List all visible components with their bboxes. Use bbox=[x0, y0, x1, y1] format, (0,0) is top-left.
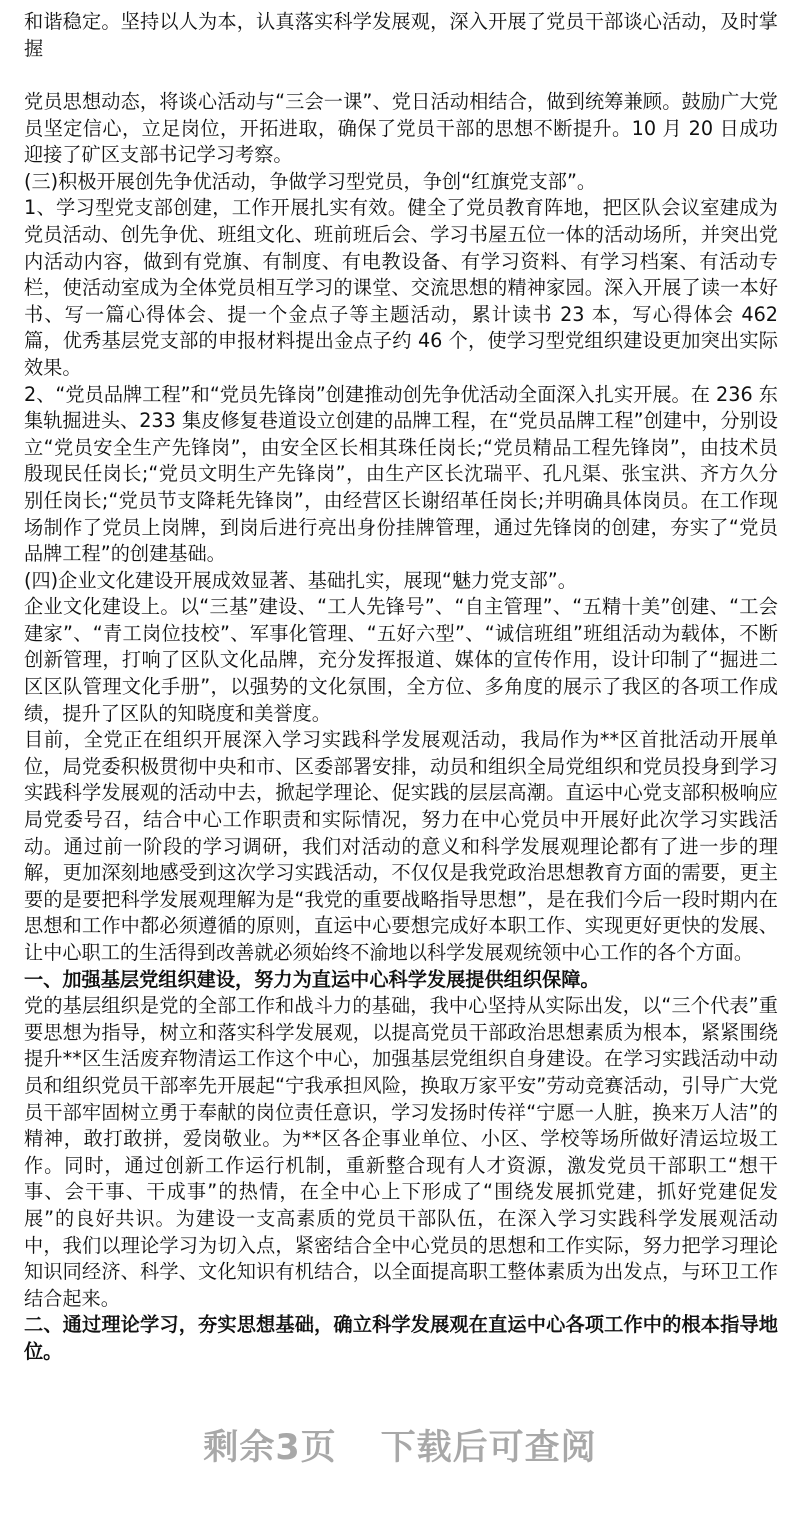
bold-heading: 一、加强基层党组织建设，努力为直运中心科学发展提供组织保障。 bbox=[24, 967, 600, 991]
bold-heading: 二、通过理论学习，夯实思想基础，确立科学发展观在直运中心各项工作中的根本指导地位。 bbox=[24, 1313, 778, 1363]
paragraph: 和谐稳定。坚持以人为本，认真落实科学发展观，深入开展了党员干部谈心活动，及时掌握 bbox=[24, 10, 778, 60]
paragraph: 2、“党员品牌工程”和“党员先锋岗”创建推动创先争优活动全面深入扎实开展。在 236 东集轨掘进头、233 集皮修复巷道设立创建的品牌工程，在“党员品牌工程”创建中，分别设立“党员安全生产先锋岗”，由安全区长相其珠任岗长;“党员精品工程先锋岗”，由技术员殷现民任岗长;“党员文明生产先锋岗”，由生产区长沈瑞平、孔凡渠、张宝洪、齐方久分别任岗长;“党员节支降耗先锋岗”，由经营区长谢绍革任岗长;并明确具体岗员。在工作现场制作了党员上岗牌，到岗后进行亮出身份挂牌管理，通过先锋岗的创建，夯实了“党员品牌工程”的创建基础。 bbox=[24, 382, 778, 566]
document-body bbox=[24, 89, 778, 1366]
first-page-tail bbox=[24, 9, 778, 62]
download-hint-label: 下载后可查阅 bbox=[380, 1428, 597, 1468]
paragraph: 目前，全党正在组织开展深入学习实践科学发展观活动，我局作为**区首批活动开展单位，局党委积极贯彻中央和市、区委部署安排，动员和组织全局党组织和党员投身到学习实践科学发展观的活动中去，掀起学理论、促实践的层层高潮。直运中心党支部积极响应局党委号召，结合中心工作职责和实际情况，努力在中心党员中开展好此次学习实践活动。通过前一阶段的学习调研，我们对活动的意义和科学发展观理论都有了进一步的理解，更加深刻地感受到这次学习实践活动，不仅仅是我党政治思想教育方面的需要，更主要的是要把科学发展观理解为是“我党的重要战略指导思想”，是在我们今后一段时期内在思想和工作中都必须遵循的原则，直运中心要想完成好本职工作、实现更好更快的发展、让中心职工的生活得到改善就必须始终不渝地以科学发展观统领中心工作的各个方面。 bbox=[24, 728, 778, 964]
paragraph: 1、学习型党支部创建，工作开展扎实有效。健全了党员教育阵地，把区队会议室建成为党员活动、创先争优、班组文化、班前班后会、学习书屋五位一体的活动场所，并突出党内活动内容，做到有党旗、有制度、有电教设备、有学习资料、有学习档案、有活动专栏，使活动室成为全体党员相互学习的课堂、交流思想的精神家园。深入开展了读一本好书、写一篇心得体会、提一个金点子等主题活动，累计读书 23 本，写心得体会 462 篇，优秀基层党支部的申报材料提出金点子约 46 个，使学习型党组织建设更加突出实际效果。 bbox=[24, 196, 778, 379]
remaining-pages-label: 剩余3页 bbox=[203, 1428, 337, 1468]
paragraph: 党的基层组织是党的全部工作和战斗力的基础，我中心坚持从实际出发，以“三个代表”重要思想为指导，树立和落实科学发展观，以提高党员干部政治思想素质为根本，紧紧围绕提升**区生活废弃物清运工作这个中心，加强基层党组织自身建设。在学习实践活动中动员和组织党员干部率先开展起“宁我承担风险，换取万家平安”劳动竞赛活动，引导广大党员干部牢固树立勇于奉献的岗位责任意识，学习发扬时传祥“宁愿一人脏，换来万人洁”的精神，敢打敢拼，爱岗敬业。为**区各企事业单位、小区、学校等场所做好清运垃圾工作。同时，通过创新工作运行机制，重新整合现有人才资源，激发党员干部职工“想干事、会干事、干成事”的热情，在全中心上下形成了“围绕发展抓党建，抓好党建促发展”的良好共识。为建设一支高素质的党员干部队伍，在深入学习实践科学发展观活动中，我们以理论学习为切入点，紧密结合全中心党员的思想和工作实际，努力把学习理论知识同经济、科学、文化知识有机结合，以全面提高职工整体素质为出发点，与环卫工作结合起来。 bbox=[24, 994, 778, 1310]
paragraph: 党员思想动态，将谈心活动与“三会一课”、党日活动相结合，做到统筹兼顾。鼓励广大党员坚定信心，立足岗位，开拓进取，确保了党员干部的思想不断提升。10 月 20 日成功迎接了矿区支部书记学习考察。 bbox=[24, 90, 778, 167]
section-heading: (四)企业文化建设开展成效显著、基础扎实，展现“魅力党支部”。 bbox=[24, 568, 577, 592]
paragraph: 企业文化建设上。以“三基”建设、“工人先锋号”、“自主管理”、“五精十美”创建、“工会建家”、“青工岗位技校”、军事化管理、“五好六型”、“诚信班组”班组活动为载体，不断创新管理，打响了区队文化品牌，充分发挥报道、媒体的宣传作用，设计印制了“掘进二区区队管理文化手册”，以强势的文化氛围，全方位、多角度的展示了我区的各项工作成绩，提升了区队的知晓度和美誉度。 bbox=[24, 595, 778, 725]
download-prompt[interactable] bbox=[0, 1420, 800, 1470]
section-heading: (三)积极开展创先争优活动，争做学习型党员，争创“红旗党支部”。 bbox=[24, 169, 597, 193]
